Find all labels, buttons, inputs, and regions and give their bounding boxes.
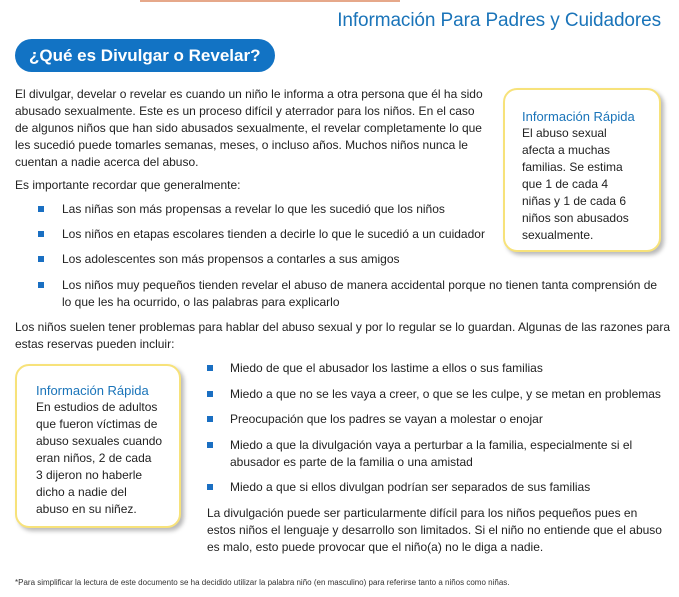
bullet-square-icon (207, 391, 213, 397)
bullet-square-icon (207, 484, 213, 490)
quick-fact-line: que fueron víctimas de (36, 417, 158, 431)
quick-fact-body (522, 125, 649, 244)
bullet-square-icon (38, 206, 44, 212)
footnote: *Para simplificar la lectura de este documento se ha decidido utilizar la palabra niño (en masculino) para referirse tanto a niños como niñas. (15, 578, 510, 587)
quick-fact-line: sexualmente. (522, 228, 594, 242)
bullet-square-icon (38, 256, 44, 262)
bullet-square-icon (207, 365, 213, 371)
top-decor-strip (140, 0, 400, 2)
remember-intro: Es importante recordar que generalmente: (15, 178, 241, 192)
quick-fact-line: abuso en su niñez. (36, 502, 137, 516)
intro-line: cuentan a nadie acerca del abuso. (15, 155, 199, 169)
intro-line: les sucedió puede tomarles semanas, meses, o incluso años. Muchos niños nunca le (15, 138, 468, 152)
quick-fact-line: En estudios de adultos (36, 400, 158, 414)
list-item-continuation: abusador es parte de la familia o una amistad (230, 455, 473, 469)
list-item: Miedo a que no se les vaya a creer, o que se les culpe, y se metan en problemas (230, 386, 670, 403)
bullet-square-icon (207, 442, 213, 448)
quick-fact-title: Información Rápida (36, 383, 149, 398)
list-item: Los adolescentes son más propensos a contarles a sus amigos (62, 251, 662, 268)
quick-fact-line: niños son abusados (522, 211, 629, 225)
section-title-pill (15, 39, 275, 72)
list-item: Los niños muy pequeños tienden revelar el abuso de manera accidental porque no tienen tanta comprensión de (62, 277, 672, 294)
quick-fact-title: Información Rápida (522, 109, 635, 124)
quick-fact-line: niñas y 1 de cada 6 (522, 194, 627, 208)
reasons-intro-line: Los niños suelen tener problemas para hablar del abuso sexual y por lo regular se lo guardan. Algunas de las razones para (15, 320, 671, 334)
quick-fact-line: abuso sexuales cuando (36, 434, 163, 448)
list-item: Miedo de que el abusador los lastime a ellos o sus familias (230, 360, 670, 377)
quick-fact-line: eran niños, 2 de cada (36, 451, 152, 465)
page-header-title: Información Para Padres y Cuidadores (337, 10, 661, 31)
closing-line: La divulgación puede ser particularmente difícil para los niños pequeños pues en (207, 506, 638, 520)
quick-fact-box (503, 88, 661, 252)
list-item: Las niñas son más propensas a revelar lo que les sucedió que los niños (62, 201, 662, 218)
quick-fact-box (15, 364, 181, 528)
bullet-square-icon (207, 416, 213, 422)
bullet-square-icon (38, 282, 44, 288)
list-item-continuation: lo que les ha ocurrido, o las palabras para explicarlo (62, 295, 340, 309)
quick-fact-body (36, 399, 171, 518)
list-item: Miedo a que si ellos divulgan podrían ser separados de sus familias (230, 479, 670, 496)
quick-fact-line: que 1 de cada 4 (522, 177, 609, 191)
list-item: Preocupación que los padres se vayan a molestar o enojar (230, 411, 670, 428)
list-item: Los niños en etapas escolares tienden a decirle lo que le sucedió a un cuidador (62, 226, 662, 243)
list-item: Miedo a que la divulgación vaya a perturbar a la familia, especialmente si el (230, 437, 670, 454)
reasons-intro-line: estas reservas pueden incluir: (15, 337, 175, 351)
closing-line: estos niños el lenguaje y desarrollo son limitados. Si el niño no entiende que el abuso (207, 523, 662, 537)
intro-line: abusado sexualmente. Este es un proceso difícil y aterrador para los niños. En el caso (15, 104, 475, 118)
intro-line: de algunos niños que han sido abusados sexualmente, el revelar completamente lo que (15, 121, 482, 135)
intro-line: El divulgar, develar o revelar es cuando un niño le informa a otra persona que él ha sido (15, 87, 483, 101)
section-title: ¿Qué es Divulgar o Revelar? (29, 46, 261, 65)
closing-line: es malo, esto puede provocar que el niño(a) no le diga a nadie. (207, 540, 544, 554)
quick-fact-line: dicho a nadie del (36, 485, 127, 499)
quick-fact-line: El abuso sexual (522, 126, 607, 140)
bullet-square-icon (38, 231, 44, 237)
quick-fact-line: afecta a muchas (522, 143, 611, 157)
quick-fact-line: familias. Se estima (522, 160, 623, 174)
quick-fact-line: 3 dijeron no haberle (36, 468, 143, 482)
